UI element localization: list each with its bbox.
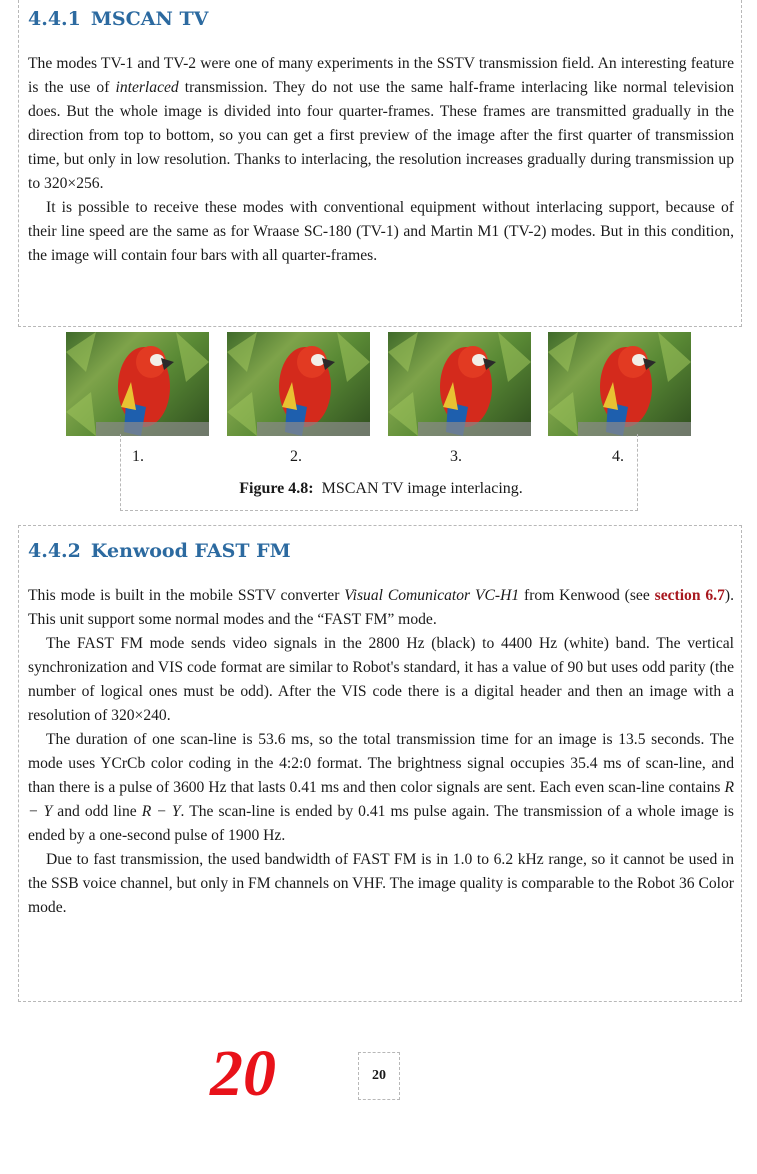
- sublabel-1: 1.: [132, 448, 144, 465]
- caption-box: [120, 434, 638, 511]
- section-mscan-tv: [18, 0, 742, 327]
- paragraph: The FAST FM mode sends video signals in the 2800 Hz (black) to 4400 Hz (white) band. The vertical synchronization and VIS code format are similar to Robot's standard, it has a value of 90 but uses odd parity (the number of logical ones must be odd). After the VIS code there is a digital header and then an image with a resolution of 320×240.: [28, 635, 734, 724]
- page-number-large: 20: [210, 1037, 276, 1110]
- sublabel-4: 4.: [612, 448, 624, 465]
- caption-label: Figure 4.8:: [239, 480, 314, 497]
- parrot-image-3: [388, 332, 531, 436]
- parrot-image-2: [227, 332, 370, 436]
- caption-text: MSCAN TV image interlacing.: [321, 480, 523, 497]
- paragraph: This mode is built in the mobile SSTV converter Visual Comunicator VC-H1 from Kenwood (see section 6.7). This unit support some normal modes and the “FAST FM” mode.: [28, 587, 734, 628]
- paragraph: Due to fast transmission, the used bandwidth of FAST FM is in 1.0 to 6.2 kHz range, so it cannot be used in the SSB voice channel, but only in FM channels on VHF. The image quality is comparable to the Robot 36 Color mode.: [28, 851, 734, 916]
- section-number: 4.4.1: [28, 8, 81, 30]
- sublabel-3: 3.: [450, 448, 462, 465]
- page-number-small: 20: [358, 1052, 400, 1100]
- paragraph: The duration of one scan-line is 53.6 ms, so the total transmission time for an image is 13.5 seconds. The mode uses YCrCb color coding in the 4:2:0 format. The brightness signal occupies 35.4 ms of scan-line, and than there is a pulse of 3600 Hz that lasts 0.41 ms and then color signals are sent. Each even scan-line contains R − Y and odd line R − Y. The scan-line is ended by 0.41 ms pulse again. The transmission of a whole image is ended by a one-second pulse of 1900 Hz.: [28, 731, 734, 844]
- section-link[interactable]: section 6.7: [654, 587, 725, 604]
- section-kenwood-fast-fm: [18, 525, 742, 1002]
- figure-interlacing: [66, 330, 696, 510]
- paragraph: It is possible to receive these modes with conventional equipment without interlacing support, because of their line speed are the same as for Wraase SC-180 (TV-1) and Martin M1 (TV-2) modes. But in this condition, the image will contain four bars with all quarter-frames.: [28, 199, 734, 264]
- section-title: MSCAN TV: [90, 8, 209, 30]
- figure-caption: [66, 480, 696, 498]
- section-body: [28, 584, 734, 920]
- section-title: Kenwood FAST FM: [90, 540, 291, 562]
- paragraph: The modes TV-1 and TV-2 were one of many experiments in the SSTV transmission field. An interesting feature is the use of interlaced transmission. They do not use the same half-frame interlacing like normal television does. But the whole image is divided into four quarter-frames. These frames are transmitted gradually in the direction from top to bottom, so you can get a first preview of the image after the first quarter of transmission time, but only in low resolution. Thanks to interlacing, the resolution increases gradually during transmission up to 320×256.: [28, 55, 735, 192]
- section-number: 4.4.2: [28, 540, 81, 562]
- section-body: [28, 52, 734, 268]
- parrot-image-1: [66, 332, 209, 436]
- section-heading-mscan-tv: [28, 8, 208, 30]
- parrot-image-4: [548, 332, 691, 436]
- section-heading-kenwood: [28, 540, 291, 562]
- sublabel-2: 2.: [290, 448, 302, 465]
